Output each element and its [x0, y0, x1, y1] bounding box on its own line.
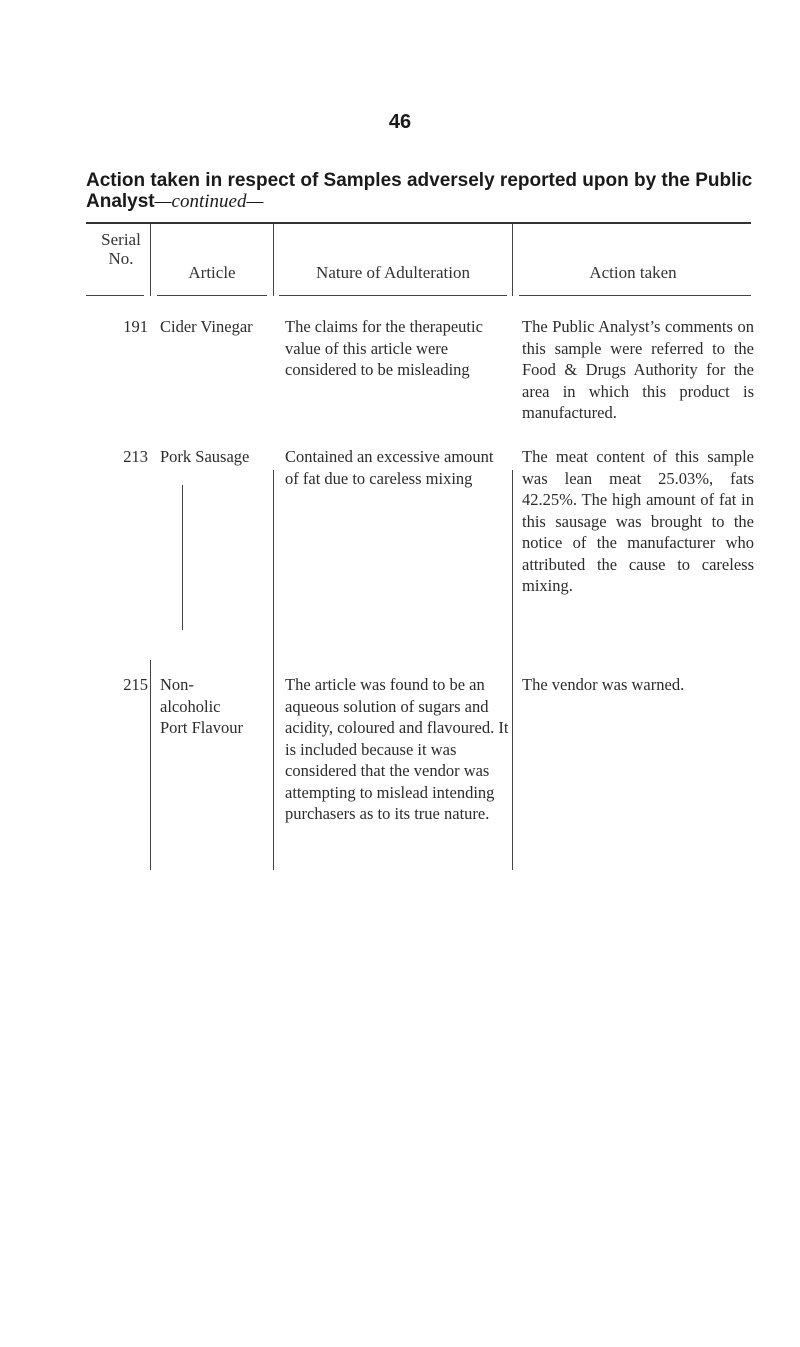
column-divider	[512, 470, 513, 870]
heading-continued: —continued—	[154, 191, 264, 212]
header-nature: Nature of Adulteration	[316, 263, 470, 282]
table-row-serial: 213	[123, 447, 148, 466]
page-heading	[86, 170, 776, 212]
page-number: 46	[388, 111, 412, 133]
table-row-action: The meat content of this sample was lean meat 25.03%, fats 42.25%. The high amount of fat in this sausage was brought to the notice of the manufacturer who attributed the cause to careless mixing.	[522, 447, 754, 595]
table-row-nature: The claims for the therapeutic value of this article were considered to be misleading	[285, 317, 483, 379]
column-divider	[182, 485, 183, 630]
column-divider	[273, 470, 274, 870]
table-row-nature: Contained an excessive amount of fat due to careless mixing	[285, 447, 494, 488]
table-row-serial: 215	[123, 675, 148, 694]
table-row-article: Cider Vinegar	[160, 317, 253, 336]
table-row-nature: The article was found to be an aqueous solution of sugars and acidity, coloured and flavoured. It is included because it was considered that the vendor was attempting to mislead intending purchasers as to its true nature.	[285, 675, 509, 823]
heading-title: Action taken in respect of Samples adversely reported upon by the Public Analyst	[86, 170, 753, 212]
table-row-serial: 191	[123, 317, 148, 336]
table-row-article: Pork Sausage	[160, 447, 250, 466]
header-action: Action taken	[589, 263, 677, 282]
table-row-article: Non-alcoholic Port Flavour	[160, 675, 243, 737]
table-row-action: The vendor was warned.	[522, 675, 685, 694]
table-top-rule	[86, 222, 751, 224]
column-divider	[150, 660, 151, 870]
column-divider	[512, 224, 513, 296]
column-divider	[150, 224, 151, 296]
column-divider	[273, 224, 274, 296]
header-serial: Serial No.	[101, 230, 141, 268]
header-rule	[86, 295, 144, 296]
header-article: Article	[188, 263, 236, 282]
header-rule	[279, 295, 507, 296]
table-row-action: The Public Analyst’s comments on this sample were referred to the Food & Drugs Authority for the area in which this product is manufactured.	[522, 317, 754, 422]
header-rule	[519, 295, 751, 296]
header-rule	[157, 295, 267, 296]
